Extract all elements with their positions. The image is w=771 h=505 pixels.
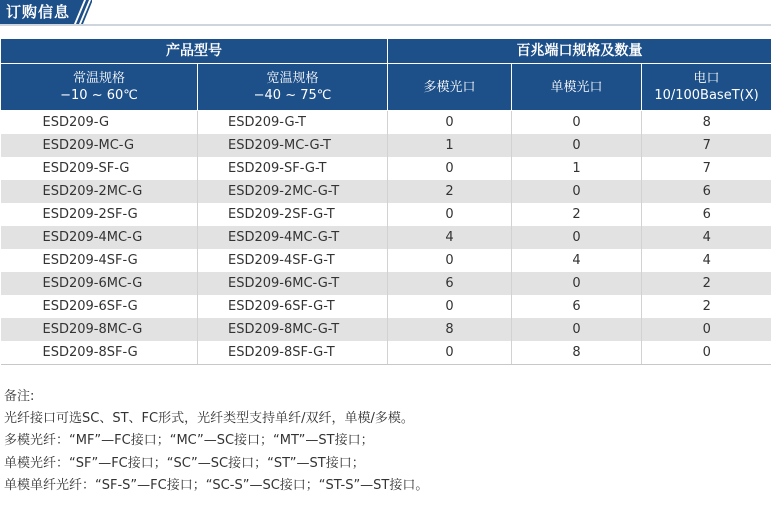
cell-multimode-count: 2 — [388, 180, 512, 203]
header-normal-temp-title: 常温规格 — [72, 71, 125, 86]
cell-normal-model: ESD209-4MC-G — [1, 226, 198, 249]
cell-singlemode-count: 4 — [512, 249, 642, 272]
cell-electrical-count: 8 — [642, 111, 771, 135]
cell-multimode-count: 0 — [388, 341, 512, 365]
cell-singlemode-count: 0 — [512, 318, 642, 341]
cell-wide-model: ESD209-MC-G-T — [198, 134, 388, 157]
cell-singlemode-count: 0 — [512, 226, 642, 249]
cell-wide-model: ESD209-2SF-G-T — [198, 203, 388, 226]
cell-electrical-count: 2 — [642, 272, 771, 295]
cell-normal-model: ESD209-MC-G — [1, 134, 198, 157]
section-divider — [0, 24, 771, 26]
header-wide-temp — [198, 64, 388, 111]
cell-electrical-count: 0 — [642, 318, 771, 341]
header-electrical-port-title: 电口 — [693, 71, 720, 86]
header-product-model: 产品型号 — [1, 39, 388, 64]
cell-wide-model: ESD209-2MC-G-T — [198, 180, 388, 203]
cell-normal-model: ESD209-6SF-G — [1, 295, 198, 318]
table-row — [1, 111, 771, 135]
cell-normal-model: ESD209-4SF-G — [1, 249, 198, 272]
cell-singlemode-count: 2 — [512, 203, 642, 226]
header-multimode-port — [388, 64, 512, 111]
notes-heading: 备注: — [4, 389, 35, 404]
cell-singlemode-count: 0 — [512, 111, 642, 135]
header-wide-temp-title: 宽温规格 — [266, 71, 319, 86]
header-singlemode-port-title: 单模光口 — [550, 79, 603, 95]
cell-multimode-count: 0 — [388, 111, 512, 135]
header-electrical-port — [642, 64, 771, 111]
cell-multimode-count: 0 — [388, 295, 512, 318]
cell-wide-model: ESD209-6SF-G-T — [198, 295, 388, 318]
note-interface-options: 光纤接口可选SC、ST、FC形式，光纤类型支持单纤/双纤，单模/多模。 — [4, 411, 414, 427]
cell-normal-model: ESD209-8MC-G — [1, 318, 198, 341]
cell-normal-model: ESD209-2SF-G — [1, 203, 198, 226]
cell-electrical-count: 6 — [642, 203, 771, 226]
table-row — [1, 226, 771, 249]
ordering-table — [0, 38, 771, 365]
cell-electrical-count: 4 — [642, 249, 771, 272]
cell-multimode-count: 4 — [388, 226, 512, 249]
cell-singlemode-count: 0 — [512, 272, 642, 295]
header-port-spec: 百兆端口规格及数量 — [388, 39, 771, 64]
cell-electrical-count: 0 — [642, 341, 771, 365]
cell-normal-model: ESD209-2MC-G — [1, 180, 198, 203]
table-row — [1, 157, 771, 180]
cell-multimode-count: 0 — [388, 203, 512, 226]
section-header — [0, 0, 771, 25]
header-singlemode-port — [512, 64, 642, 111]
note-singlemode-fiber: 单模光纤：“SF”—FC接口；“SC”—SC接口；“ST”—ST接口； — [4, 455, 365, 471]
table-row — [1, 249, 771, 272]
cell-wide-model: ESD209-G-T — [198, 111, 388, 135]
cell-wide-model: ESD209-8SF-G-T — [198, 341, 388, 365]
cell-wide-model: ESD209-4SF-G-T — [198, 249, 388, 272]
header-wide-temp-range: −40 ~ 75℃ — [253, 88, 332, 103]
cell-electrical-count: 6 — [642, 180, 771, 203]
cell-normal-model: ESD209-G — [1, 111, 198, 135]
cell-singlemode-count: 1 — [512, 157, 642, 180]
header-normal-temp — [1, 64, 198, 111]
cell-wide-model: ESD209-8MC-G-T — [198, 318, 388, 341]
cell-multimode-count: 8 — [388, 318, 512, 341]
header-normal-temp-range: −10 ~ 60℃ — [60, 88, 138, 103]
notes-section — [4, 386, 428, 497]
cell-singlemode-count: 0 — [512, 134, 642, 157]
table-row — [1, 318, 771, 341]
table-row — [1, 272, 771, 295]
cell-normal-model: ESD209-SF-G — [1, 157, 198, 180]
table-row — [1, 180, 771, 203]
table-row — [1, 341, 771, 365]
cell-electrical-count: 7 — [642, 157, 771, 180]
table-body — [1, 111, 771, 365]
cell-singlemode-count: 6 — [512, 295, 642, 318]
table-row — [1, 134, 771, 157]
cell-singlemode-count: 0 — [512, 180, 642, 203]
cell-electrical-count: 2 — [642, 295, 771, 318]
note-singlemode-single-fiber: 单模单纤光纤：“SF-S”—FC接口；“SC-S”—SC接口；“ST-S”—ST接口。 — [4, 477, 429, 493]
cell-multimode-count: 1 — [388, 134, 512, 157]
cell-normal-model: ESD209-6MC-G — [1, 272, 198, 295]
cell-wide-model: ESD209-6MC-G-T — [198, 272, 388, 295]
section-title: 订购信息 — [6, 3, 71, 21]
header-multimode-port-title: 多模光口 — [423, 79, 476, 95]
cell-electrical-count: 7 — [642, 134, 771, 157]
cell-normal-model: ESD209-8SF-G — [1, 341, 198, 365]
cell-multimode-count: 0 — [388, 249, 512, 272]
table-row — [1, 203, 771, 226]
cell-multimode-count: 6 — [388, 272, 512, 295]
cell-multimode-count: 0 — [388, 157, 512, 180]
note-multimode-fiber: 多模光纤：“MF”—FC接口；“MC”—SC接口；“MT”—ST接口； — [4, 433, 374, 449]
cell-wide-model: ESD209-SF-G-T — [198, 157, 388, 180]
header-electrical-port-spec: 10/100BaseT(X) — [654, 88, 759, 103]
cell-wide-model: ESD209-4MC-G-T — [198, 226, 388, 249]
table-row — [1, 295, 771, 318]
table-header — [1, 39, 771, 111]
cell-singlemode-count: 8 — [512, 341, 642, 365]
cell-electrical-count: 4 — [642, 226, 771, 249]
